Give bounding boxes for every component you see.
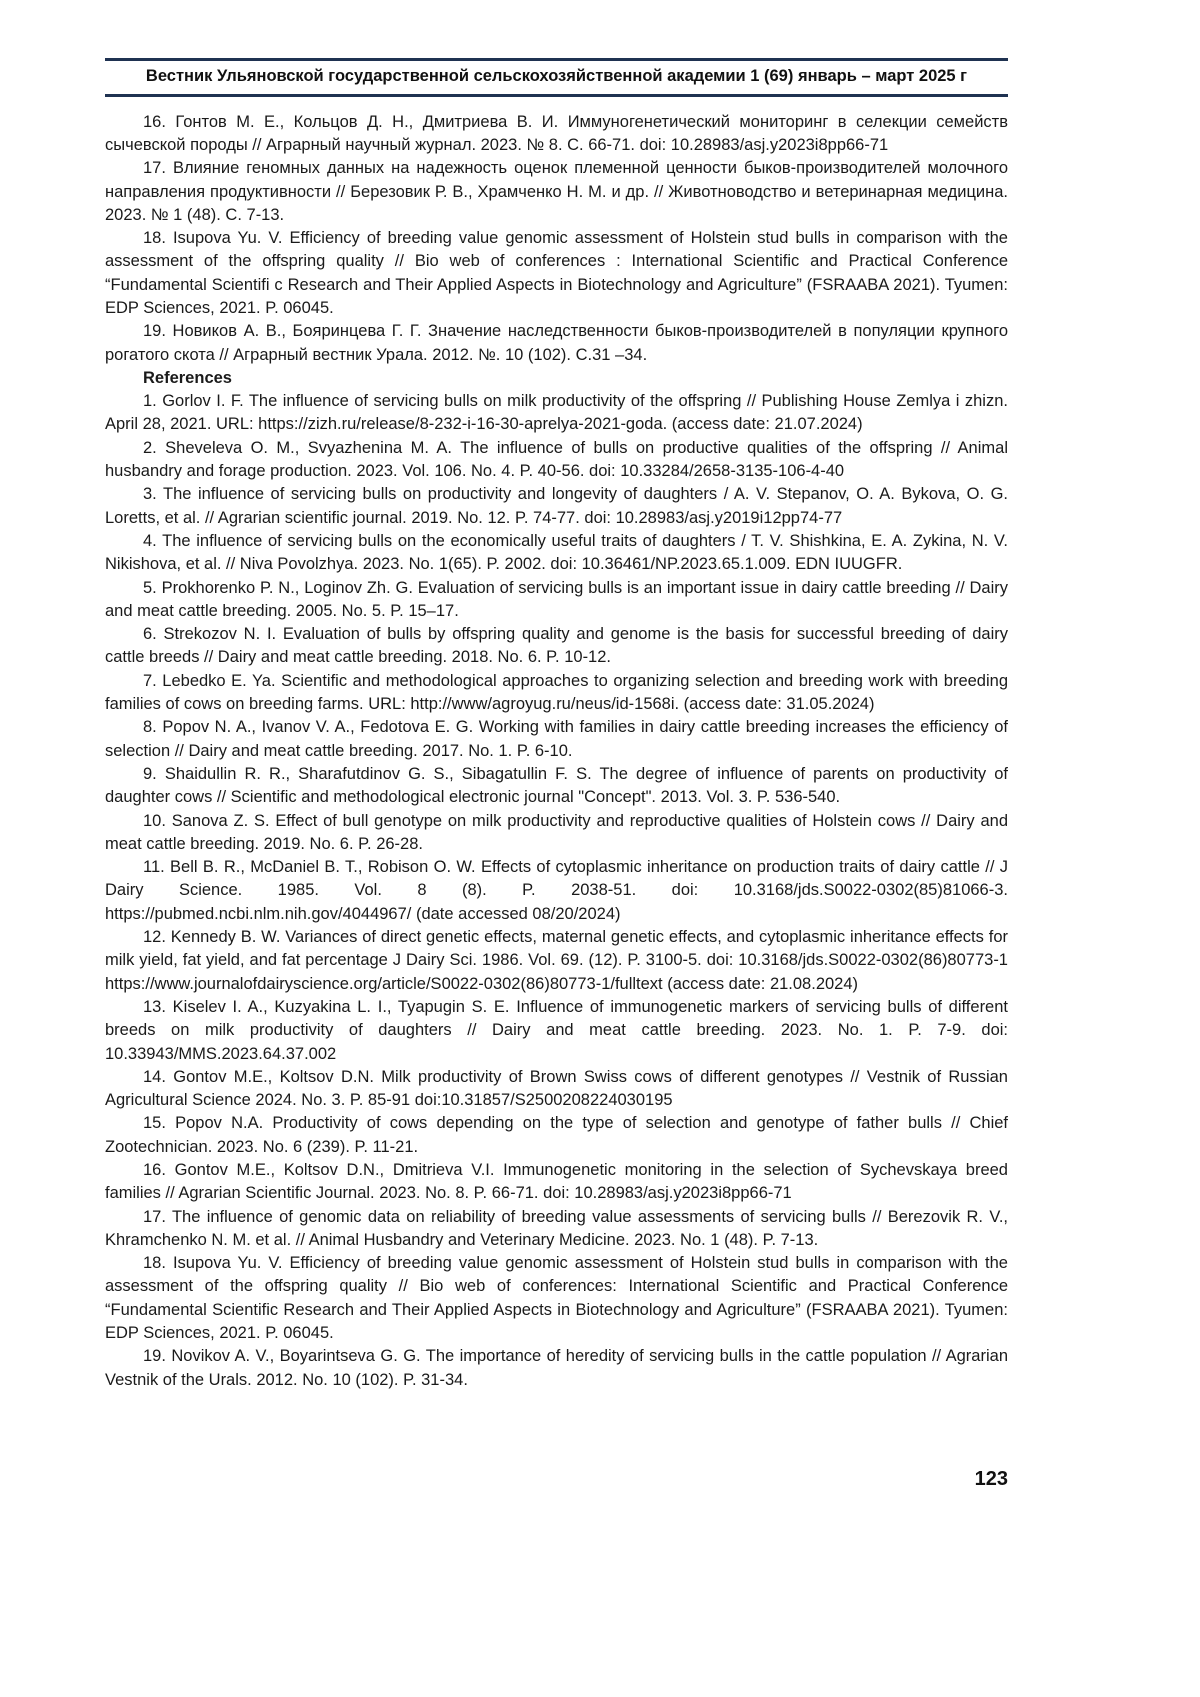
reference-item-en-11: 11. Bell B. R., McDaniel B. T., Robison O. W. Effects of cytoplasmic inheritance on production traits of dairy cattle // J Dairy Science. 1985. Vol. 8 (8). P. 2038-51. doi: 10.3168/jds.S0022-0302(85)81066-3. https://pubmed.ncbi.nlm.nih.gov/4044967/ (date accessed 08/20/2024) [105, 858, 1008, 923]
journal-title: Вестник Ульяновской государственной сельскохозяйственной академии 1 (69) январь – март 2025 г [145, 67, 968, 85]
journal-header [105, 58, 1008, 97]
reference-item-en-5: 5. Prokhorenko P. N., Loginov Zh. G. Evaluation of servicing bulls is an important issue in dairy cattle breeding // Dairy and meat cattle breeding. 2005. No. 5. P. 15–17. [105, 578, 1008, 620]
reference-item-ru-18: 18. Isupova Yu. V. Efficiency of breeding value genomic assessment of Holstein stud bulls in comparison with the assessment of the offspring quality // Bio web of conferences : International Scientific and Practical Conference “Fundamental Scientifi c Research and Their Applied Aspects in Biotechnology and Agriculture” (FSRAABA 2021). Tyumen: EDP Sciences, 2021. P. 06045. [105, 229, 1008, 317]
reference-item-en-10: 10. Sanova Z. S. Effect of bull genotype on milk productivity and reproductive qualities of Holstein cows // Dairy and meat cattle breeding. 2019. No. 6. P. 26-28. [105, 811, 1008, 853]
reference-item-en-1: 1. Gorlov I. F. The influence of servicing bulls on milk productivity of the offspring // Publishing House Zemlya i zhizn. April 28, 2021. URL: https://zizh.ru/release/8-232-i-16-30-aprelya-2021-goda. (access date: 21.07.2024) [105, 392, 1008, 434]
page-footer [105, 1468, 1008, 1491]
reference-item-en-4: 4. The influence of servicing bulls on the economically useful traits of daughters / T. V. Shishkina, E. A. Zykina, N. V. Nikishova, et al. // Niva Povolzhya. 2023. No. 1(65). P. 2002. doi: 10.36461/NP.2023.65.1.009. EDN IUUGFR. [105, 531, 1008, 574]
reference-item-ru-16: 16. Гонтов М. Е., Кольцов Д. Н., Дмитриева В. И. Иммуногенетический мониторинг в селекции семейств сычевской породы // Аграрный научный журнал. 2023. № 8. С. 66-71. doi: 10.28983/asj.y2023i8pp66-71 [105, 112, 1008, 154]
reference-item-ru-17: 17. Влияние геномных данных на надежность оценок племенной ценности быков-производителей молочного направления продуктивности // Березовик Р. В., Храмченко Н. М. и др. // Животноводство и ветеринарная медицина. 2023. № 1 (48). С. 7-13. [105, 159, 1008, 224]
reference-item-en-13: 13. Kiselev I. A., Kuzyakina L. I., Tyapugin S. E. Influence of immunogenetic markers of servicing bulls of different breeds on milk productivity of daughters // Dairy and meat cattle breeding. 2023. No. 1. P. 7-9. doi: 10.33943/MMS.2023.64.37.002 [105, 997, 1008, 1063]
reference-item-ru-19: 19. Новиков А. В., Бояринцева Г. Г. Значение наследственности быков-производителей в популяции крупного рогатого скота // Аграрный вестник Урала. 2012. №. 10 (102). С.31 –34. [105, 322, 1008, 364]
reference-item-en-16: 16. Gontov M.E., Koltsov D.N., Dmitrieva V.I. Immunogenetic monitoring in the selection of Sychevskaya breed families // Agrarian Scientific Journal. 2023. No. 8. P. 66-71. doi: 10.28983/asj.y2023i8pp66-71 [105, 1160, 1008, 1203]
reference-item-en-6: 6. Strekozov N. I. Evaluation of bulls by offspring quality and genome is the basis for successful breeding of dairy cattle breeds // Dairy and meat cattle breeding. 2018. No. 6. P. 10-12. [105, 625, 1008, 667]
reference-item-en-12: 12. Kennedy B. W. Variances of direct genetic effects, maternal genetic effects, and cytoplasmic inheritance effects for milk yield, fat yield, and fat percentage J Dairy Sci. 1986. Vol. 69. (12). P. 3100-5. doi: 10.3168/jds.S0022-0302(86)80773-1 https://www.journalofdairyscience.org/article/S0022-0302(86)80773-1/fulltext (access date: 21.08.2024) [105, 928, 1008, 993]
reference-item-en-8: 8. Popov N. A., Ivanov V. A., Fedotova E. G. Working with families in dairy cattle breeding increases the efficiency of selection // Dairy and meat cattle breeding. 2017. No. 1. P. 6-10. [105, 718, 1008, 760]
page-number: 123 [974, 1468, 1008, 1490]
reference-item-en-19: 19. Novikov A. V., Boyarintseva G. G. The importance of heredity of servicing bulls in the cattle population // Agrarian Vestnik of the Urals. 2012. No. 10 (102). P. 31-34. [105, 1347, 1008, 1389]
reference-item-en-18: 18. Isupova Yu. V. Efficiency of breeding value genomic assessment of Holstein stud bulls in comparison with the assessment of the offspring quality // Bio web of conferences: International Scientific and Practical Conference “Fundamental Scientific Research and Their Applied Aspects in Biotechnology and Agriculture” (FSRAABA 2021). Tyumen: EDP Sciences, 2021. P. 06045. [105, 1254, 1008, 1343]
reference-item-en-15: 15. Popov N.A. Productivity of cows depending on the type of selection and genotype of father bulls // Chief Zootechnician. 2023. No. 6 (239). P. 11-21. [105, 1114, 1008, 1156]
reference-item-en-2: 2. Sheveleva O. M., Svyazhenina M. A. The influence of bulls on productive qualities of the offspring // Animal husbandry and forage production. 2023. Vol. 106. No. 4. P. 40-56. doi: 10.33284/2658-3135-106-4-40 [105, 438, 1008, 481]
reference-item-en-7: 7. Lebedko E. Ya. Scientific and methodological approaches to organizing selection and breeding work with breeding families of cows on breeding farms. URL: http://www/agroyug.ru/neus/id-1568i. (access date: 31.05.2024) [105, 671, 1008, 714]
reference-item-en-14: 14. Gontov M.E., Koltsov D.N. Milk productivity of Brown Swiss cows of different genotypes // Vestnik of Russian Agricultural Science 2024. No. 3. P. 85-91 doi:10.31857/S2500208224030195 [105, 1067, 1008, 1110]
references-content [105, 111, 1008, 1392]
references-heading: References [143, 368, 232, 387]
reference-item-en-3: 3. The influence of servicing bulls on productivity and longevity of daughters / A. V. Stepanov, O. A. Bykova, O. G. Loretts, et al. // Agrarian scientific journal. 2019. No. 12. P. 74-77. doi: 10.28983/asj.y2019i12pp74-77 [105, 485, 1008, 527]
reference-item-en-17: 17. The influence of genomic data on reliability of breeding value assessments of servicing bulls // Berezovik R. V., Khramchenko N. M. et al. // Animal Husbandry and Veterinary Medicine. 2023. No. 1 (48). P. 7-13. [105, 1207, 1008, 1249]
reference-item-en-9: 9. Shaidullin R. R., Sharafutdinov G. S., Sibagatullin F. S. The degree of influence of parents on productivity of daughter cows // Scientific and methodological electronic journal "Concept". 2013. Vol. 3. P. 536-540. [105, 764, 1008, 807]
